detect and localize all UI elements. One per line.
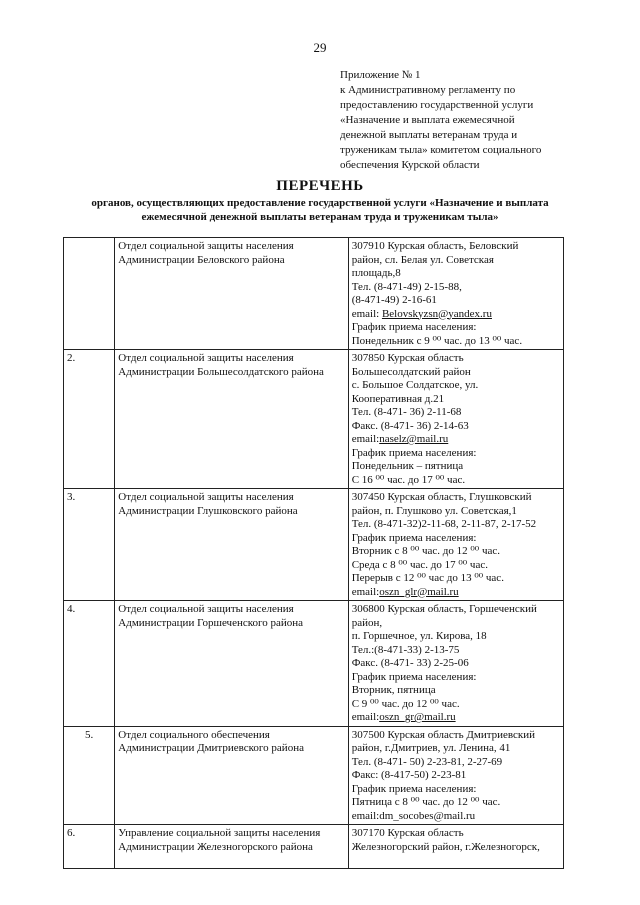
email-line (352, 711, 560, 725)
address-line: Кооперативная д.21 (351, 392, 445, 405)
schedule-title: График приема населения: (351, 531, 477, 544)
agency-name (115, 489, 348, 601)
agency-name-line: Отдел социальной защиты населения (118, 603, 294, 615)
row-number: 6. (64, 825, 115, 869)
email-link[interactable]: dm_socobes@mail.ru (379, 809, 476, 822)
phone-line: Тел. (8-471- 50) 2-23-81, 2-27-69 (351, 755, 503, 768)
table-row (64, 726, 564, 825)
table-row (64, 350, 564, 489)
agency-contact (348, 726, 563, 825)
phone-line: (8-471-49) 2-16-61 (351, 294, 437, 306)
table-row (64, 489, 564, 601)
schedule-line: Среда с 8 ⁰⁰ час. до 17 ⁰⁰ час. (351, 558, 488, 571)
email-prefix: email: (351, 433, 380, 445)
row-number (64, 238, 115, 350)
schedule-line: С 16 ⁰⁰ час. до 17 ⁰⁰ час. (351, 473, 466, 486)
agency-name-line: Администрации Большесолдатского района (118, 365, 324, 378)
phone-line: Факс. (8-471- 33) 2-25-06 (351, 657, 469, 669)
schedule-line: Вторник, пятница (351, 684, 436, 696)
appendix-line: Приложение № 1 (340, 69, 421, 81)
phone-line: Тел.:(8-471-33) 2-13-75 (351, 643, 460, 656)
agency-contact (348, 825, 563, 869)
agency-name (115, 726, 348, 825)
address-line: район, г.Дмитриев, ул. Ленина, 41 (351, 742, 511, 754)
phone-line: Тел. (8-471-49) 2-15-88, (351, 280, 462, 293)
email-link[interactable]: oszn_gr@mail.ru (379, 711, 456, 723)
email-line (352, 810, 560, 824)
email-line (352, 308, 560, 322)
email-prefix: email: (351, 711, 380, 723)
schedule-line: Вторник с 8 ⁰⁰ час. до 12 ⁰⁰ час. (351, 545, 501, 557)
schedule-line: Понедельник с 9 ⁰⁰ час. до 13 ⁰⁰ час. (351, 334, 523, 347)
appendix-line: обеспечения Курской области (340, 159, 480, 171)
appendix-line: труженикам тыла» комитетом социального (340, 144, 542, 156)
schedule-line: С 9 ⁰⁰ час. до 12 ⁰⁰ час. (351, 697, 460, 710)
table-row (64, 601, 564, 727)
phone-line: Тел. (8-471-32)2-11-68, 2-11-87, 2-17-52 (351, 518, 537, 530)
agency-contact (348, 601, 563, 727)
agency-name (115, 825, 348, 869)
agency-name-line: Управление социальной защиты населения (118, 827, 321, 839)
address-line: район, (351, 616, 383, 629)
email-line (352, 433, 560, 447)
agency-contact (348, 238, 563, 350)
agency-contact (348, 489, 563, 601)
agencies-table (63, 237, 564, 869)
email-prefix: email: (351, 307, 382, 320)
address-line: район, п. Глушково ул. Советская,1 (351, 504, 517, 517)
table-row (64, 238, 564, 350)
phone-line: Факс. (8-471- 36) 2-14-63 (351, 419, 469, 432)
appendix-line: «Назначение и выплата ежемесячной (340, 114, 515, 126)
address-line: Железногорский район, г.Железногорск, (351, 840, 540, 853)
email-line (352, 586, 560, 600)
appendix-line: денежной выплаты ветеранам труда и (340, 129, 518, 141)
agency-name-line: Отдел социального обеспечения (118, 728, 270, 741)
address-line: Большесолдатский район (351, 365, 471, 378)
agency-name-line: Отдел социальной защиты населения (118, 240, 294, 252)
agency-name (115, 601, 348, 727)
schedule-line: Пятница с 8 ⁰⁰ час. до 12 ⁰⁰ час. (351, 796, 501, 808)
schedule-line: Понедельник – пятница (351, 460, 464, 472)
row-number: 2. (64, 350, 115, 489)
address-line: 307500 Курская область Дмитриевский (351, 728, 536, 741)
address-line: 307170 Курская область (351, 827, 464, 839)
appendix-line: к Административному регламенту по (340, 84, 516, 96)
email-prefix: email: (351, 585, 380, 598)
email-prefix: email: (351, 809, 380, 822)
agency-name-line: Администрации Глушковского района (118, 504, 298, 517)
appendix-line: предоставлению государственной услуги (340, 99, 534, 111)
row-number: 5. (64, 726, 115, 825)
agency-contact (348, 350, 563, 489)
schedule-line: Перерыв с 12 ⁰⁰ час до 13 ⁰⁰ час. (351, 572, 504, 584)
appendix-header (340, 68, 585, 173)
schedule-title: График приема населения: (351, 670, 477, 683)
agency-name-line: Отдел социальной защиты населения (118, 352, 294, 364)
document-subtitle (60, 196, 580, 224)
subtitle-line: органов, осуществляющих предоставление государственной услуги «Назначение и выплата (91, 197, 549, 209)
address-line: 306800 Курская область, Горшеченский (351, 603, 537, 615)
table-row (64, 825, 564, 869)
schedule-title: График приема населения: (351, 321, 477, 333)
email-link[interactable]: oszn_glr@mail.ru (379, 585, 459, 598)
subtitle-line: ежемесячной денежной выплаты ветеранам труда и труженикам тыла» (141, 211, 499, 223)
email-link[interactable]: naselz@mail.ru (379, 433, 449, 445)
schedule-title: График приема населения: (351, 782, 477, 795)
phone-line: Тел. (8-471- 36) 2-11-68 (351, 406, 462, 418)
address-line: 307850 Курская область (351, 352, 464, 364)
agency-name-line: Отдел социальной защиты населения (118, 491, 294, 503)
address-line: с. Большое Солдатское, ул. (351, 379, 479, 391)
agency-name-line: Администрации Беловского района (118, 253, 285, 266)
agency-name (115, 238, 348, 350)
agency-name-line: Администрации Железногорского района (118, 840, 313, 853)
email-link[interactable]: Belovskyzsn@yandex.ru (381, 307, 492, 320)
address-line: площадь,8 (351, 267, 401, 279)
page-number: 29 (313, 40, 327, 55)
agency-name (115, 350, 348, 489)
address-line: п. Горшечное, ул. Кирова, 18 (351, 630, 487, 642)
phone-line: Факс: (8-417-50) 2-23-81 (351, 769, 467, 781)
row-number: 3. (64, 489, 115, 601)
schedule-title: График приема населения: (351, 446, 477, 459)
row-number: 4. (64, 601, 115, 727)
address-line: 307450 Курская область, Глушковский (351, 491, 532, 503)
address-line: 307910 Курская область, Беловский (351, 240, 519, 252)
agency-name-line: Администрации Горшеченского района (118, 616, 304, 629)
document-title: ПЕРЕЧЕНЬ (276, 178, 364, 194)
address-line: район, сл. Белая ул. Советская (351, 253, 494, 266)
agency-name-line: Администрации Дмитриевского района (118, 742, 304, 754)
